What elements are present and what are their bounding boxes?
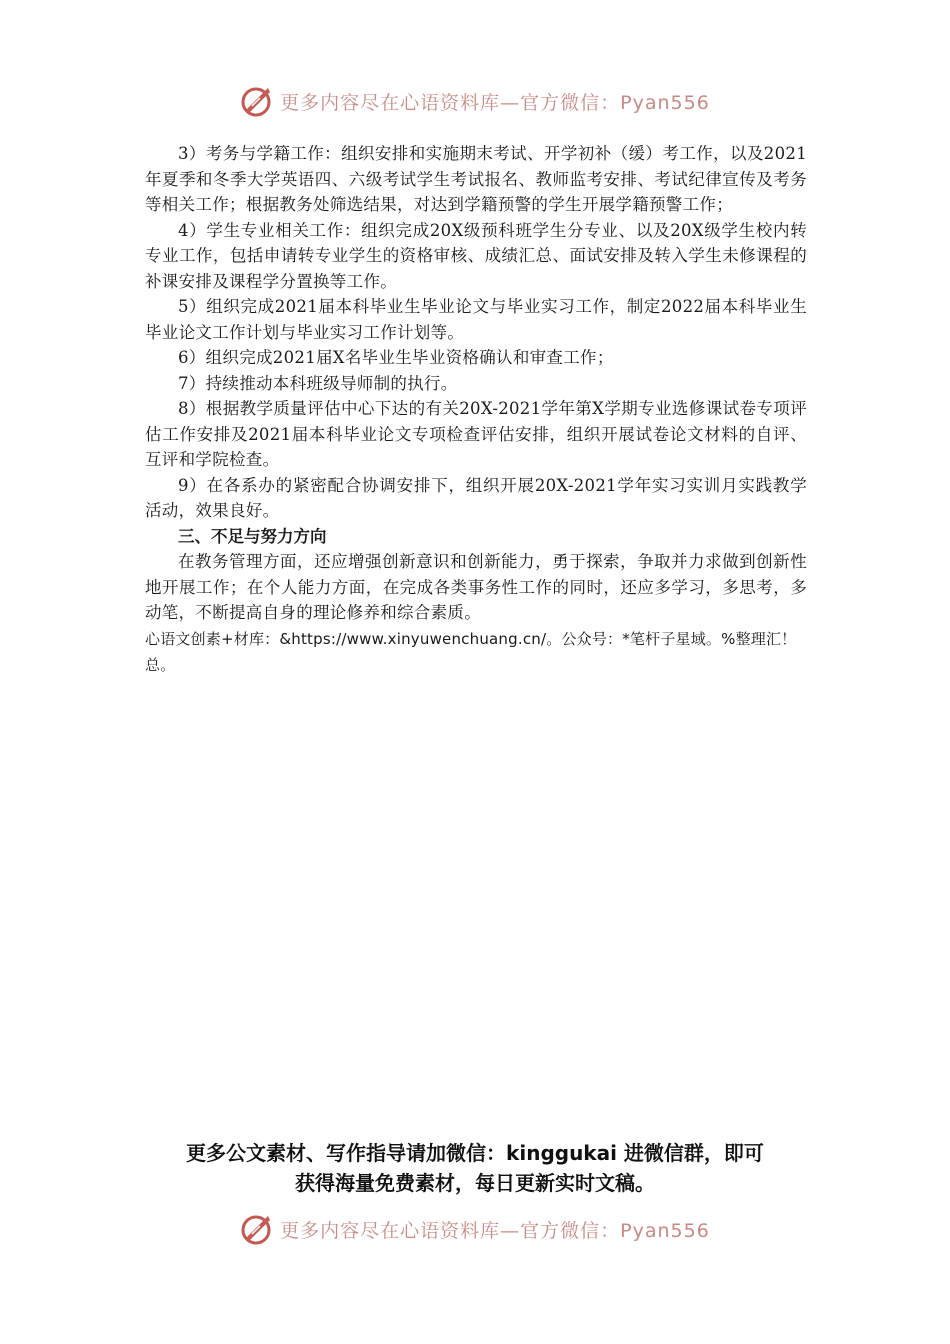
paragraph-item-3: 3）考务与学籍工作：组织安排和实施期末考试、开学初补（缓）考工作，以及2021年夏季和冬季大学英语四、六级考试学生考试报名、教师监考安排、考试纪律宣传及考务等相关工作；根据教务处筛选结果，对达到学籍预警的学生开展学籍预警工作； xyxy=(145,144,807,214)
paragraph-item-8: 8）根据教学质量评估中心下达的有关20X-2021学年第X学期专业选修课试卷专项评估工作安排及2021届本科毕业论文专项检查评估安排，组织开展试卷论文材料的自评、互评和学院检查。 xyxy=(145,399,807,469)
footer-ad-line-2: 获得海量免费素材，每日更新实时文稿。 xyxy=(295,1171,655,1195)
paragraph-item-6: 6）组织完成2021届X名毕业生毕业资格确认和审查工作； xyxy=(178,348,614,367)
footer-ad xyxy=(140,1138,810,1198)
watermark-text: 更多内容尽在心语资料库—官方微信：Pyan556 xyxy=(280,1219,710,1242)
section-paragraph: 在教务管理方面，还应增强创新意识和创新能力，勇于探索，争取并力求做到创新性地开展工作；在个人能力方面，在完成各类事务性工作的同时，还应多学习，多思考，多动笔，不断提高自身的理论修养和综合素质。 xyxy=(145,552,807,622)
footer-ad-line-1: 更多公文素材、写作指导请加微信：kinggukai 进微信群，即可 xyxy=(186,1141,764,1165)
watermark-footer xyxy=(0,1212,950,1246)
paragraph-item-4: 4）学生专业相关工作：组织完成20X级预科班学生分专业、以及20X级学生校内转专业工作，包括申请转专业学生的资格审核、成绩汇总、面试安排及转入学生未修课程的补课安排及课程学分置换等工作。 xyxy=(145,220,807,291)
source-line: 心语文创素+材库：&https://www.xinyuwenchuang.cn/。公众号：*笔杆子星域。%整理汇！总。 xyxy=(145,629,797,674)
watermark-header xyxy=(0,84,950,118)
paragraph-item-9: 9）在各系办的紧密配合协调安排下，组织开展20X-2021学年实习实训月实践教学活动，效果良好。 xyxy=(145,475,807,520)
document-body xyxy=(145,141,807,678)
section-heading: 三、不足与努力方向 xyxy=(178,526,327,546)
paragraph-item-5: 5）组织完成2021届本科毕业生毕业论文与毕业实习工作，制定2022届本科毕业生毕业论文工作计划与毕业实习工作计划等。 xyxy=(145,297,807,342)
watermark-text: 更多内容尽在心语资料库—官方微信：Pyan556 xyxy=(280,91,710,114)
paragraph-item-7: 7）持续推动本科班级导师制的执行。 xyxy=(178,373,458,393)
quill-logo-icon xyxy=(240,84,274,118)
quill-logo-icon xyxy=(240,1212,274,1246)
